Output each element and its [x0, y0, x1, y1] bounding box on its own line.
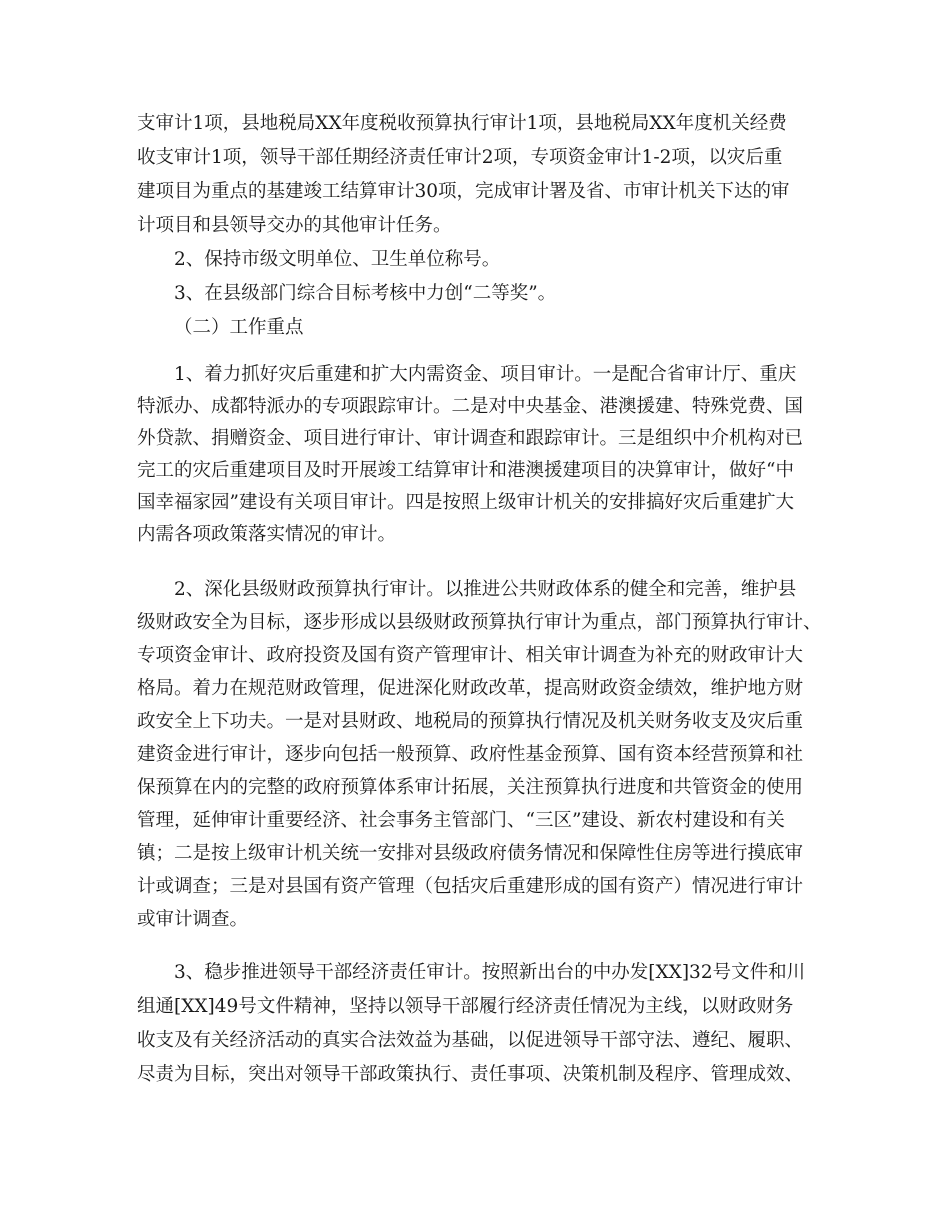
text-line: 内需各项政策落实情况的审计。 — [137, 524, 397, 545]
text-line: 计或调查；三是对县国有资产管理（包括灾后重建形成的国有资产）情况进行审计 — [137, 876, 804, 897]
text-line: 建项目为重点的基建竣工结算审计30项，完成审计署及省、市审计机关下达的审 — [137, 181, 790, 202]
text-line: 外贷款、捐赠资金、项目进行审计、审计调查和跟踪审计。三是组织中介机构对已 — [137, 428, 804, 449]
text-line: 国幸福家园”建设有关项目审计。四是按照上级审计机关的安排搞好灾后重建扩大 — [137, 492, 794, 513]
text-line: 组通[XX]49号文件精神，坚持以领导干部履行经济责任情况为主线，以财政财务 — [137, 996, 794, 1017]
text-line: 2、深化县级财政预算执行审计。以推进公共财政体系的健全和完善，维护县 — [174, 579, 797, 600]
text-line: 或审计调查。 — [137, 909, 249, 930]
text-line: 支审计1项，县地税局XX年度税收预算执行审计1项，县地税局XX年度机关经费 — [137, 113, 787, 134]
text-line: 3、在县级部门综合目标考核中力创“二等奖”。 — [174, 283, 557, 304]
text-line: 完工的灾后重建项目及时开展竣工结算审计和港澳援建项目的决算审计，做好“中 — [137, 460, 794, 481]
text-line: 格局。着力在规范财政管理，促进深化财政改革，提高财政资金绩效，维护地方财 — [137, 678, 804, 699]
text-line: 特派办、成都特派办的专项跟踪审计。二是对中央基金、港澳援建、特殊党费、国 — [137, 396, 804, 417]
text-line: 计项目和县领导交办的其他审计任务。 — [137, 215, 452, 236]
text-line: 3、稳步推进领导干部经济责任审计。按照新出台的中办发[XX]32号文件和川 — [174, 962, 806, 983]
text-line: 管理，延伸审计重要经济、社会事务主管部门、“三区”建设、新农村建设和有关 — [137, 810, 785, 831]
text-line: 政安全上下功夫。一是对县财政、地税局的预算执行情况及机关财务收支及灾后重 — [137, 711, 804, 732]
text-line: 收支审计1项，领导干部任期经济责任审计2项，专项资金审计1-2项，以灾后重 — [137, 147, 783, 168]
text-line: 尽责为目标，突出对领导干部政策执行、责任事项、决策机制及程序、管理成效、 — [137, 1064, 804, 1085]
text-line: 保预算在内的完整的政府预算体系审计拓展，关注预算执行进度和共管资金的使用 — [137, 777, 804, 798]
section-heading: （二）工作重点 — [174, 317, 304, 338]
text-line: 镇；二是按上级审计机关统一安排对县级政府债务情况和保障性住房等进行摸底审 — [137, 843, 804, 864]
text-line: 级财政安全为目标，逐步形成以县级财政预算执行审计为重点，部门预算执行审计、 — [137, 612, 822, 633]
text-line: 专项资金审计、政府投资及国有资产管理审计、相关审计调查为补充的财政审计大 — [137, 645, 804, 666]
text-line: 1、着力抓好灾后重建和扩大内需资金、项目审计。一是配合省审计厅、重庆 — [174, 364, 797, 385]
text-line: 建资金进行审计，逐步向包括一般预算、政府性基金预算、国有资本经营预算和社 — [137, 744, 804, 765]
text-line: 2、保持市级文明单位、卫生单位称号。 — [174, 249, 501, 270]
text-line: 收支及有关经济活动的真实合法效益为基础，以促进领导干部守法、遵纪、履职、 — [137, 1030, 804, 1051]
